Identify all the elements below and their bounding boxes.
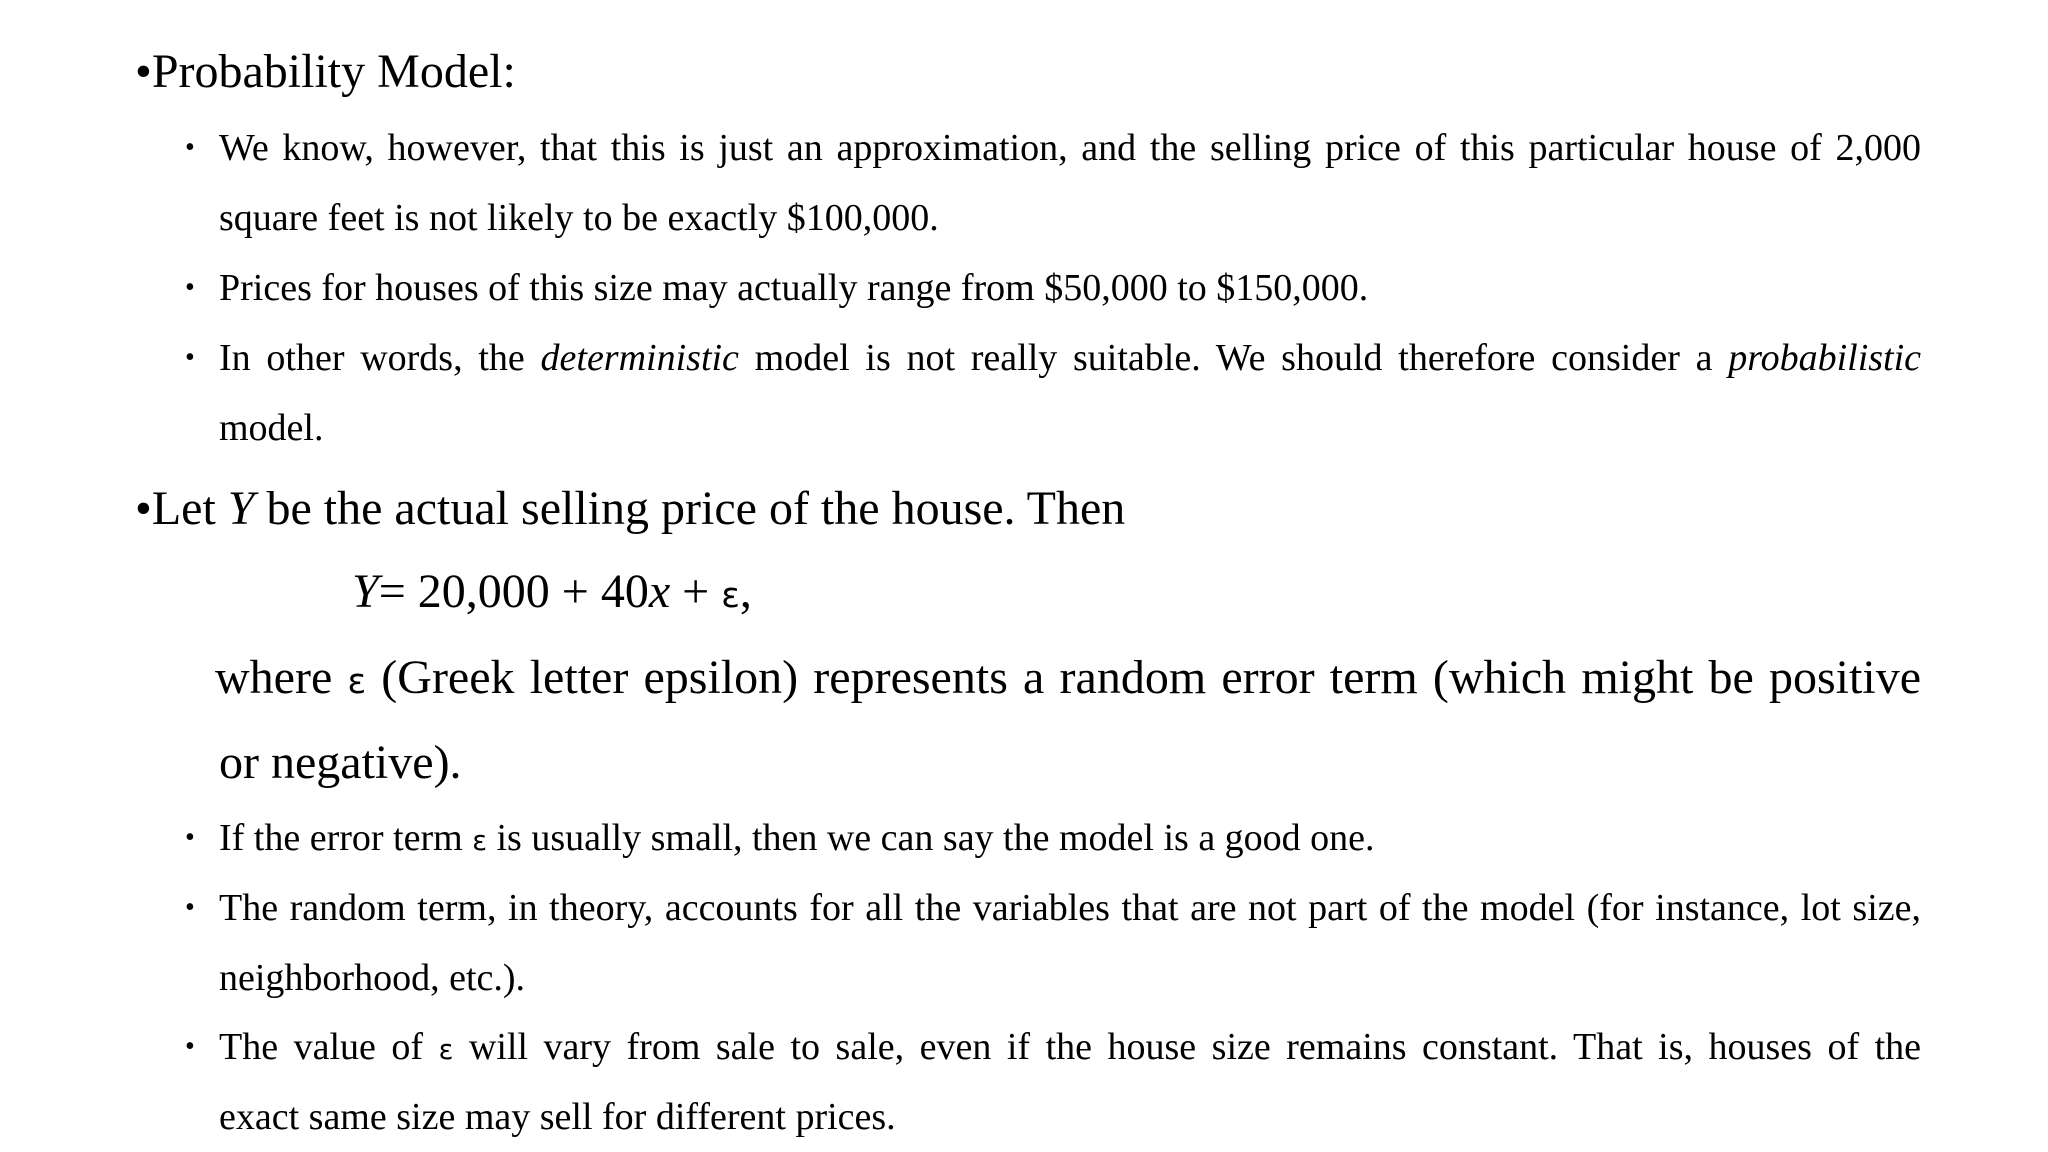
sub-bullet-1-line-2: square feet is not likely to be exactly $100,000. <box>219 197 939 239</box>
probabilistic-term: probabilistic <box>1728 337 1922 379</box>
value-varies-bullet-line-1: The value of ε will vary from sale to sale, even if the house size remains constant. That is, houses of the <box>219 1026 1922 1068</box>
variable-x: x <box>648 565 671 618</box>
variable-y: Y <box>352 565 379 618</box>
where-explanation-line-1: where ε (Greek letter epsilon) represents a random error term (which might be positive <box>215 651 1921 704</box>
sub-bullet-2: Prices for houses of this size may actually range from $50,000 to $150,000. <box>219 267 1369 309</box>
epsilon-symbol: ε <box>438 1035 454 1066</box>
bullet: • <box>135 482 152 535</box>
random-term-bullet-line-1: The random term, in theory, accounts for all the variables that are not part of the model (for instance, lot size, <box>219 887 1921 929</box>
bullet: • <box>185 1031 195 1062</box>
epsilon-symbol: ε <box>347 662 367 702</box>
regression-equation: Y= 20,000 + 40x + ε, <box>352 565 752 618</box>
random-term-bullet-line-2: neighborhood, etc.). <box>219 957 526 999</box>
heading-let-y: •Let Y be the actual selling price of the house. Then <box>135 482 1126 535</box>
epsilon-symbol: ε <box>721 576 740 616</box>
variable-y: Y <box>227 482 255 535</box>
deterministic-term: deterministic <box>540 337 739 379</box>
heading-text: Probability Model: <box>151 45 516 98</box>
bullet: • <box>185 272 195 303</box>
error-term-bullet: If the error term ε is usually small, then we can say the model is a good one. <box>219 817 1375 859</box>
heading-probability-model <box>135 44 516 99</box>
epsilon-symbol: ε <box>472 826 487 857</box>
where-explanation-line-2: or negative). <box>219 736 462 789</box>
sub-bullet-3-line-2: model. <box>219 407 324 449</box>
sub-bullet-1-line-1: We know, however, that this is just an approximation, and the selling price of this particular house of 2,000 <box>219 127 1921 169</box>
bullet: • <box>185 342 195 373</box>
value-varies-bullet-line-2: exact same size may sell for different prices. <box>219 1096 896 1138</box>
bullet: • <box>185 132 195 163</box>
sub-bullet-3-line-1: In other words, the deterministic model is not really suitable. We should therefore consider a probabilistic <box>219 337 1922 379</box>
bullet: • <box>185 892 195 923</box>
bullet: • <box>135 45 152 98</box>
bullet: • <box>185 822 195 853</box>
